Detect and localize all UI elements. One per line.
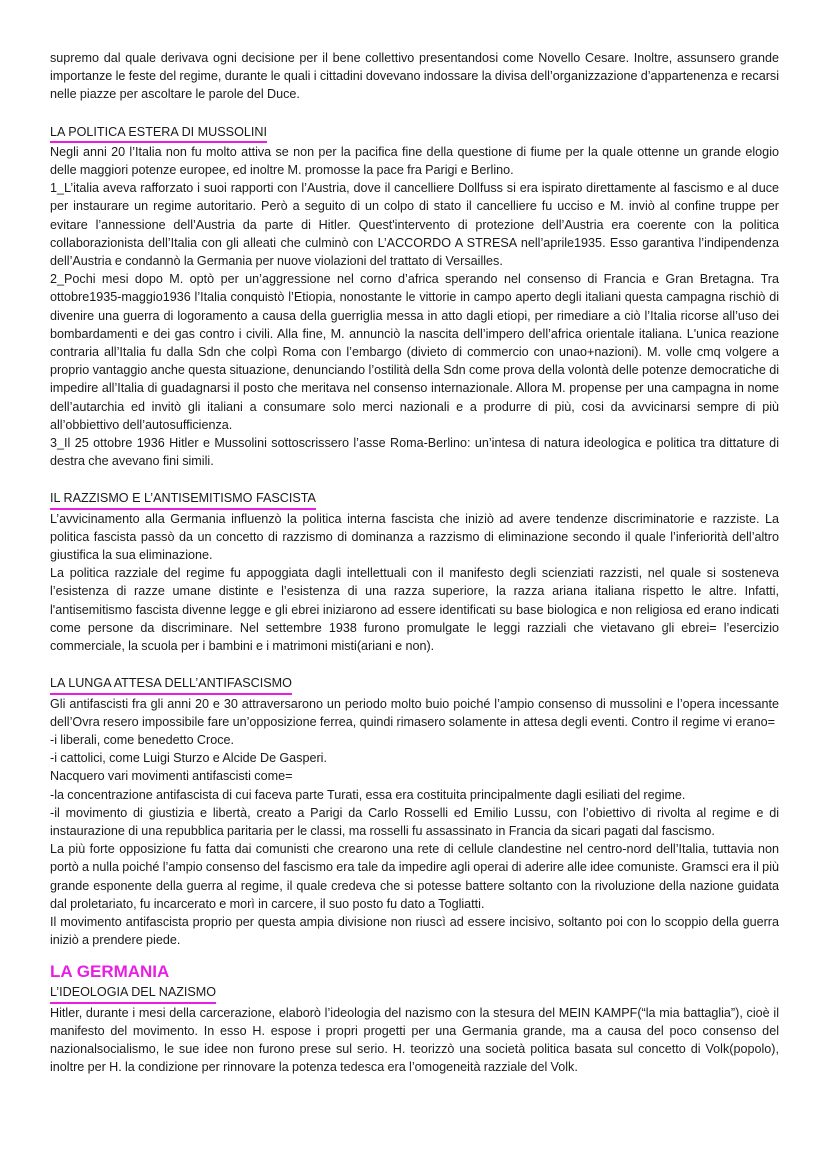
list-item: -i cattolici, come Luigi Sturzo e Alcide De Gasperi. bbox=[50, 751, 327, 766]
chapter-title: LA GERMANIA bbox=[50, 962, 170, 982]
intro-paragraph: supremo dal quale derivava ogni decisione per il bene collettivo presentandosi come Novello Cesare. Inoltre, assunsero grande importanze le feste del regime, durante le quali i cittadini dovevano indossare la divisa dell’organizzazione d’appartenenza e recarsi nelle piazze per ascoltare le parole del Duce. bbox=[50, 51, 779, 102]
paragraph: Il movimento antifascista proprio per questa ampia divisione non riuscì ad essere incisivo, soltanto poi con lo scoppio della guerra iniziò a prendere piede. bbox=[50, 914, 779, 948]
section-germania bbox=[50, 961, 779, 1076]
section-politica-estera bbox=[50, 123, 779, 471]
section-heading: IL RAZZISMO E L’ANTISEMITISMO FASCISTA bbox=[50, 489, 316, 509]
paragraph: Nacquero vari movimenti antifascisti come= bbox=[50, 769, 293, 784]
section-razzismo bbox=[50, 489, 779, 655]
paragraph: L’avvicinamento alla Germania influenzò la politica interna fascista che iniziò ad avere tendenze discriminatorie e razziste. La politica fascista passò da un concetto di razzismo di dominanza a razzismo di eliminazione secondo il quale l’inferiorità dell’altro giustifica la sua eliminazione. bbox=[50, 511, 779, 563]
paragraph: Negli anni 20 l’Italia non fu molto attiva se non per la pacifica fine della questione di fiume per la quale ottenne un grande elogio delle maggiori potenze europee, ed inoltre M. promosse la pace fra Parigi e Berlino. bbox=[50, 144, 779, 178]
list-item: -i liberali, come benedetto Croce. bbox=[50, 732, 234, 747]
paragraph: La più forte opposizione fu fatta dai comunisti che crearono una rete di cellule clandestine nel centro-nord dell’Italia, tuttavia non portò a nulla poiché l’ampio consenso del fascismo era tale da impedire agli operai di aderire alle idee comuniste. Gramsci era il più grande esponente della guerra al regime, il quale credeva che si potesse battere soltanto con la rivoluzione della nazione guidata dal proletariato, fu incarcerato e morì in carcere, il suo posto fu dato a Togliatti. bbox=[50, 842, 779, 911]
section-heading: LA LUNGA ATTESA DELL’ANTIFASCISMO bbox=[50, 674, 292, 694]
section-antifascismo bbox=[50, 674, 779, 949]
document-page bbox=[50, 49, 779, 1076]
paragraph: 1_L’italia aveva rafforzato i suoi rapporti con l’Austria, dove il cancelliere Dollfuss si era ispirato direttamente al fascismo e al duce per instaurare un regime autoritario. Però a seguito di un colpo di stato il cancelliere fu ucciso e M. inviò al confine truppe per evitare l’annessione dell’Austria da parte di Hitler. Quest'intervento di protezione dell’Austria era coerente con la politica collaborazionista dell’Italia con gli alleati che culminò con L’ACCORDO A STRESA nell’aprile1935. Esso garantiva l’indipendenza dell’Austria e condannò la Germania per nuove violazioni del trattato di Versailles. bbox=[50, 181, 779, 269]
list-item: -il movimento di giustizia e libertà, creato a Parigi da Carlo Rosselli ed Emilio Lussu, con l’obiettivo di rivolta al regime e di instaurazione di una repubblica paritaria per le classi, ma rosselli fu assassinato in Francia da sicari pagati dal fascismo. bbox=[50, 805, 779, 838]
paragraph: La politica razziale del regime fu appoggiata dagli intellettuali con il manifesto degli scienziati razzisti, nel quale si sosteneva l’esistenza di razze umane distinte e l’esistenza di una razza superiore, la razza ariana italiana rispetto le altre. Infatti, l'antisemitismo fascista divenne legge e gli ebrei iniziarono ad essere identificati su base biologica e non religiosa ed erano indicati come persone da discriminare. Nel settembre 1938 furono promulgate le leggi razziali che vietavano gli ebrei= l’esercizio commerciale, la scuola per i bambini e i matrimoni misti(ariani e non). bbox=[50, 566, 779, 654]
paragraph: 3_Il 25 ottobre 1936 Hitler e Mussolini sottoscrissero l’asse Roma-Berlino: un’intesa di natura ideologica e politica tra dittature di destra che avevano fini simili. bbox=[50, 436, 779, 469]
paragraph: 2_Pochi mesi dopo M. optò per un’aggressione nel corno d’africa sperando nel consenso di Francia e Gran Bretagna. Tra ottobre1935-maggio1936 l’Italia conquistò l’Etiopia, nonostante le vittorie in campo aperto degli italiani questa campagna rischiò di divenire una guerra di logoramento a causa della guerriglia messa in atto dagli etiopi, per rimediare a ciò l’Italia ricorse all’uso dei bombardamenti e dei gas contro i civili. Alla fine, M. annunciò la nascita dell’impero dell’africa orientale italiana. L'unica reazione contraria all’Italia fu dalla Sdn che colpì Roma con l’embargo (divieto di commercio con unao+nazioni). M. volle cmq volgere a proprio vantaggio anche questa situazione, denunciando l’ostilità della Sdn come prova della volontà delle potenze democratiche di impedire all’Italia di guadagnarsi il posto che meritava nel consenso internazionale. Allora M. propense per una campagna in nome dell’autarchia ed invitò gli italiani a consumare solo merci nazionali e a produrre di più, cosi da avvicinarsi sempre di più all’obbiettivo dell’autosufficienza. bbox=[50, 272, 779, 432]
section-heading: L’IDEOLOGIA DEL NAZISMO bbox=[50, 983, 216, 1003]
paragraph: Gli antifascisti fra gli anni 20 e 30 attraversarono un periodo molto buio poiché l’ampio consenso di mussolini e l’opera incessante dell’Ovra resero impossibile fare un’opposizione ferrea, quindi rimasero solamente in attesa degli eventi. Contro il regime vi erano= bbox=[50, 696, 779, 729]
list-item: -la concentrazione antifascista di cui faceva parte Turati, essa era costituita principalmente dagli esiliati del regime. bbox=[50, 787, 686, 802]
section-heading: LA POLITICA ESTERA DI MUSSOLINI bbox=[50, 123, 267, 143]
paragraph: Hitler, durante i mesi della carcerazione, elaborò l’ideologia del nazismo con la stesura del MEIN KAMPF(“la mia battaglia”), cioè il manifesto del movimento. In esso H. espose i propri progetti per una Germania grande, ma a causa del poco consenso del nazionalsocialismo, le sue idee non furono prese sul serio. H. teorizzò una società politica basata sul concetto di Volk(popolo), inoltre per H. la condizione per rinnovare la potenza tedesca era l’omogeneità razziale del Volk. bbox=[50, 1005, 779, 1075]
